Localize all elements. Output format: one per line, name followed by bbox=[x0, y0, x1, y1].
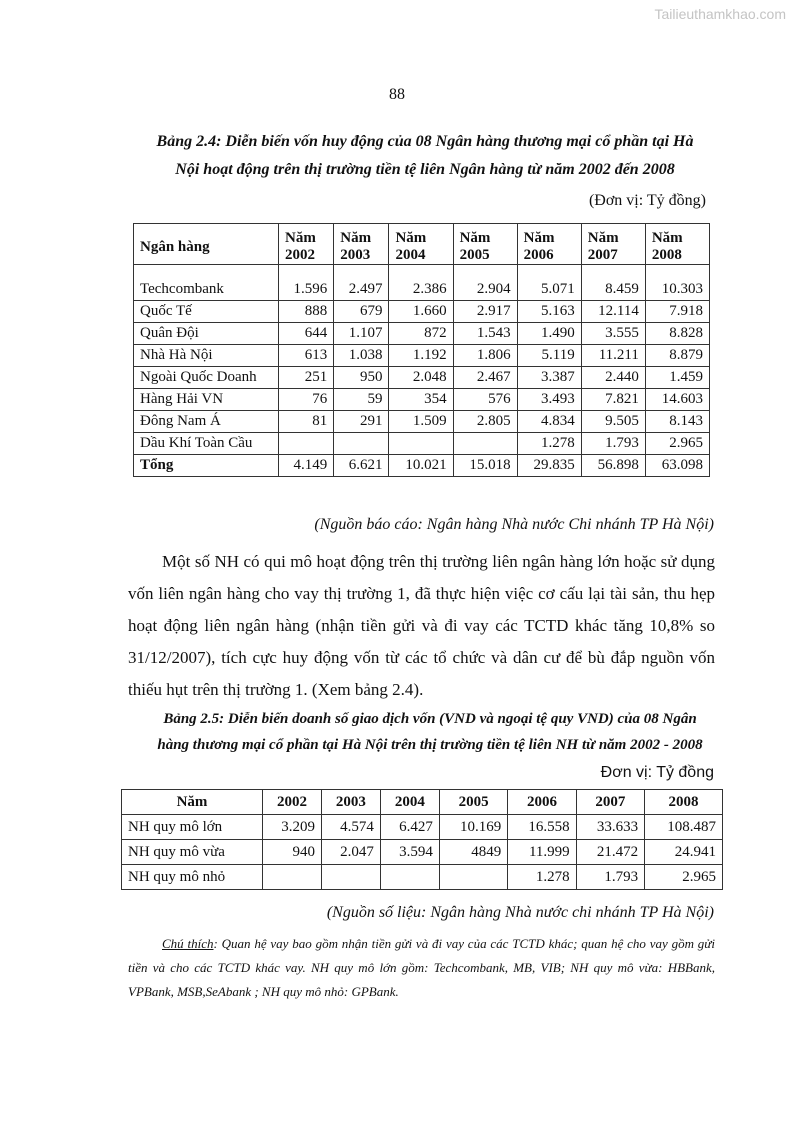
cell-value: 108.487 bbox=[645, 815, 723, 840]
table1-header-row bbox=[134, 224, 710, 265]
table2-header-2008: 2008 bbox=[645, 790, 723, 815]
header-label: Năm bbox=[395, 230, 427, 246]
table1-caption bbox=[100, 128, 750, 184]
table2-unit: Đơn vị: Tỷ đồng bbox=[600, 764, 714, 781]
table2 bbox=[121, 789, 723, 890]
header-label: Năm bbox=[285, 230, 316, 246]
cell-value: 1.459 bbox=[645, 367, 709, 389]
cell-value: 1.596 bbox=[279, 265, 334, 301]
cell-value: 16.558 bbox=[508, 815, 576, 840]
cell-value: 1.660 bbox=[389, 301, 453, 323]
header-year: 2007 bbox=[587, 247, 618, 263]
cell-value: 1.793 bbox=[576, 865, 644, 890]
cell-value bbox=[279, 433, 334, 455]
cell-value: 291 bbox=[334, 411, 389, 433]
table2-header-2007: 2007 bbox=[576, 790, 644, 815]
table-row bbox=[134, 411, 710, 433]
header-label: Năm bbox=[651, 230, 683, 246]
cell-value: 4.149 bbox=[279, 455, 334, 477]
cell-value: 15.018 bbox=[453, 455, 517, 477]
cell-value: 24.941 bbox=[645, 840, 723, 865]
cell-value: 9.505 bbox=[581, 411, 645, 433]
bank-group-name: NH quy mô lớn bbox=[122, 815, 263, 840]
cell-value: 6.427 bbox=[380, 815, 439, 840]
header-label: Năm bbox=[340, 230, 372, 246]
table2-header-2002: 2002 bbox=[263, 790, 322, 815]
header-label: Năm bbox=[459, 230, 491, 246]
cell-value bbox=[380, 865, 439, 890]
bank-name: Quân Đội bbox=[134, 323, 279, 345]
cell-value: 888 bbox=[279, 301, 334, 323]
cell-value bbox=[453, 433, 517, 455]
cell-value: 81 bbox=[279, 411, 334, 433]
table1-header-2003 bbox=[334, 224, 389, 265]
table2-header-row bbox=[122, 790, 723, 815]
cell-value: 3.555 bbox=[581, 323, 645, 345]
cell-value: 1.543 bbox=[453, 323, 517, 345]
cell-value: 3.387 bbox=[517, 367, 581, 389]
cell-value: 76 bbox=[279, 389, 334, 411]
paragraph-text: Một số NH có qui mô hoạt động trên thị trường liên ngân hàng lớn hoặc sử dụng vốn liên ngân hàng cho vay thị trường 1, đã thực hiện việc cơ cấu lại tài sản, thu hẹp hoạt động liên ngân hàng (nhận tiền gửi và đi vay các TCTD khác tăng 10,8% so 31/12/2007), tích cực huy động vốn từ các tổ chức và dân cư để bù đắp nguồn vốn thiếu hụt trên thị trường 1. (Xem bảng 2.4). bbox=[128, 552, 715, 699]
cell-value: 3.594 bbox=[380, 840, 439, 865]
watermark: Tailieuthamkhao.com bbox=[654, 6, 786, 22]
bank-name: Ngoài Quốc Doanh bbox=[134, 367, 279, 389]
cell-value: 1.793 bbox=[581, 433, 645, 455]
header-year: 2004 bbox=[395, 247, 426, 263]
bank-group-name: NH quy mô vừa bbox=[122, 840, 263, 865]
cell-value: 872 bbox=[389, 323, 453, 345]
cell-value bbox=[321, 865, 380, 890]
table2-header-year-label: Năm bbox=[122, 790, 263, 815]
cell-value: 2.467 bbox=[453, 367, 517, 389]
cell-value: 7.918 bbox=[645, 301, 709, 323]
cell-value: 1.192 bbox=[389, 345, 453, 367]
cell-value: 10.021 bbox=[389, 455, 453, 477]
cell-value: 5.071 bbox=[517, 265, 581, 301]
cell-value: 2.440 bbox=[581, 367, 645, 389]
cell-value: 4.834 bbox=[517, 411, 581, 433]
header-label: Năm bbox=[523, 230, 555, 246]
cell-value: 1.278 bbox=[508, 865, 576, 890]
footnote bbox=[128, 932, 715, 1004]
table-row bbox=[134, 265, 710, 301]
table1-caption-line1: Bảng 2.4: Diễn biến vốn huy động của 08 Ngân hàng thương mại cổ phần tại Hà bbox=[156, 133, 694, 150]
cell-value bbox=[389, 433, 453, 455]
bank-name: Hàng Hải VN bbox=[134, 389, 279, 411]
cell-value: 5.163 bbox=[517, 301, 581, 323]
table1-header-2007 bbox=[581, 224, 645, 265]
cell-value: 5.119 bbox=[517, 345, 581, 367]
bank-group-name: NH quy mô nhỏ bbox=[122, 865, 263, 890]
bank-name: Quốc Tế bbox=[134, 301, 279, 323]
table1-source: (Nguồn báo cáo: Ngân hàng Nhà nước Chi nhánh TP Hà Nội) bbox=[314, 516, 714, 533]
cell-value: 950 bbox=[334, 367, 389, 389]
cell-value: 1.278 bbox=[517, 433, 581, 455]
table2-caption-line2: hàng thương mại cổ phần tại Hà Nội trên thị trường tiền tệ liên NH từ năm 2002 - 2008 bbox=[157, 737, 703, 753]
table1 bbox=[133, 223, 710, 477]
page-number: 88 bbox=[389, 86, 405, 103]
cell-value: 56.898 bbox=[581, 455, 645, 477]
table-row bbox=[134, 345, 710, 367]
table1-unit: (Đơn vị: Tỷ đồng) bbox=[588, 192, 706, 209]
table-row bbox=[134, 323, 710, 345]
cell-value: 3.493 bbox=[517, 389, 581, 411]
cell-value: 29.835 bbox=[517, 455, 581, 477]
table-row bbox=[134, 367, 710, 389]
body-paragraph bbox=[128, 546, 715, 706]
cell-value bbox=[439, 865, 507, 890]
footnote-label: Chú thích bbox=[162, 936, 214, 951]
cell-value: 1.490 bbox=[517, 323, 581, 345]
table2-source: (Nguồn số liệu: Ngân hàng Nhà nước chi nhánh TP Hà Nội) bbox=[326, 904, 714, 921]
cell-value: 2.965 bbox=[645, 433, 709, 455]
cell-value: 3.209 bbox=[263, 815, 322, 840]
table2-header-2006: 2006 bbox=[508, 790, 576, 815]
table1-header-bank: Ngân hàng bbox=[134, 224, 279, 265]
table1-header-2006 bbox=[517, 224, 581, 265]
header-year: 2003 bbox=[340, 247, 371, 263]
table-row bbox=[134, 433, 710, 455]
bank-name: Đông Nam Á bbox=[134, 411, 279, 433]
cell-value: 14.603 bbox=[645, 389, 709, 411]
cell-value: 1.806 bbox=[453, 345, 517, 367]
cell-value bbox=[334, 433, 389, 455]
table1-header-2002 bbox=[279, 224, 334, 265]
cell-value: 10.169 bbox=[439, 815, 507, 840]
cell-value: 8.879 bbox=[645, 345, 709, 367]
table2-caption bbox=[110, 706, 750, 758]
total-label: Tổng bbox=[134, 455, 279, 477]
table1-caption-line2: Nội hoạt động trên thị trường tiền tệ liên Ngân hàng từ năm 2002 đến 2008 bbox=[175, 161, 675, 178]
table2-caption-line1: Bảng 2.5: Diễn biến doanh số giao dịch vốn (VND và ngoại tệ quy VND) của 08 Ngân bbox=[163, 711, 697, 727]
cell-value: 2.048 bbox=[389, 367, 453, 389]
cell-value: 11.999 bbox=[508, 840, 576, 865]
bank-name: Techcombank bbox=[134, 265, 279, 301]
footnote-text: : Quan hệ vay bao gồm nhận tiền gửi và đi vay của các TCTD khác; quan hệ cho vay gồm gửi tiền và cho các TCTD khác vay. NH quy mô lớn gồm: Techcombank, MB, VIB; NH quy mô vừa: HBBank, VPBank, MSB,SeAbank ; NH quy mô nhỏ: GPBank. bbox=[128, 936, 715, 999]
cell-value: 4849 bbox=[439, 840, 507, 865]
cell-value: 613 bbox=[279, 345, 334, 367]
header-year: 2006 bbox=[523, 247, 554, 263]
table-row bbox=[122, 865, 723, 890]
header-year: 2008 bbox=[651, 247, 682, 263]
bank-name: Dầu Khí Toàn Cầu bbox=[134, 433, 279, 455]
cell-value: 7.821 bbox=[581, 389, 645, 411]
cell-value: 10.303 bbox=[645, 265, 709, 301]
table1-header-2005 bbox=[453, 224, 517, 265]
table1-header-2008 bbox=[645, 224, 709, 265]
cell-value: 354 bbox=[389, 389, 453, 411]
cell-value: 679 bbox=[334, 301, 389, 323]
cell-value: 12.114 bbox=[581, 301, 645, 323]
cell-value: 6.621 bbox=[334, 455, 389, 477]
cell-value: 2.965 bbox=[645, 865, 723, 890]
header-year: 2005 bbox=[459, 247, 490, 263]
table2-header-2005: 2005 bbox=[439, 790, 507, 815]
cell-value: 1.509 bbox=[389, 411, 453, 433]
header-year: 2002 bbox=[285, 247, 315, 263]
cell-value: 8.459 bbox=[581, 265, 645, 301]
cell-value: 644 bbox=[279, 323, 334, 345]
cell-value bbox=[263, 865, 322, 890]
cell-value: 63.098 bbox=[645, 455, 709, 477]
table-row bbox=[122, 840, 723, 865]
cell-value: 8.143 bbox=[645, 411, 709, 433]
cell-value: 576 bbox=[453, 389, 517, 411]
table-row bbox=[122, 815, 723, 840]
cell-value: 2.917 bbox=[453, 301, 517, 323]
cell-value: 8.828 bbox=[645, 323, 709, 345]
table-row-total bbox=[134, 455, 710, 477]
table1-header-2004 bbox=[389, 224, 453, 265]
cell-value: 4.574 bbox=[321, 815, 380, 840]
cell-value: 1.038 bbox=[334, 345, 389, 367]
cell-value: 2.386 bbox=[389, 265, 453, 301]
cell-value: 251 bbox=[279, 367, 334, 389]
cell-value: 2.904 bbox=[453, 265, 517, 301]
cell-value: 940 bbox=[263, 840, 322, 865]
header-label: Năm bbox=[587, 230, 619, 246]
table2-header-2003: 2003 bbox=[321, 790, 380, 815]
table-row bbox=[134, 389, 710, 411]
cell-value: 21.472 bbox=[576, 840, 644, 865]
cell-value: 2.497 bbox=[334, 265, 389, 301]
cell-value: 11.211 bbox=[581, 345, 645, 367]
table2-header-2004: 2004 bbox=[380, 790, 439, 815]
cell-value: 33.633 bbox=[576, 815, 644, 840]
cell-value: 1.107 bbox=[334, 323, 389, 345]
table-row bbox=[134, 301, 710, 323]
bank-name: Nhà Hà Nội bbox=[134, 345, 279, 367]
cell-value: 59 bbox=[334, 389, 389, 411]
cell-value: 2.047 bbox=[321, 840, 380, 865]
cell-value: 2.805 bbox=[453, 411, 517, 433]
